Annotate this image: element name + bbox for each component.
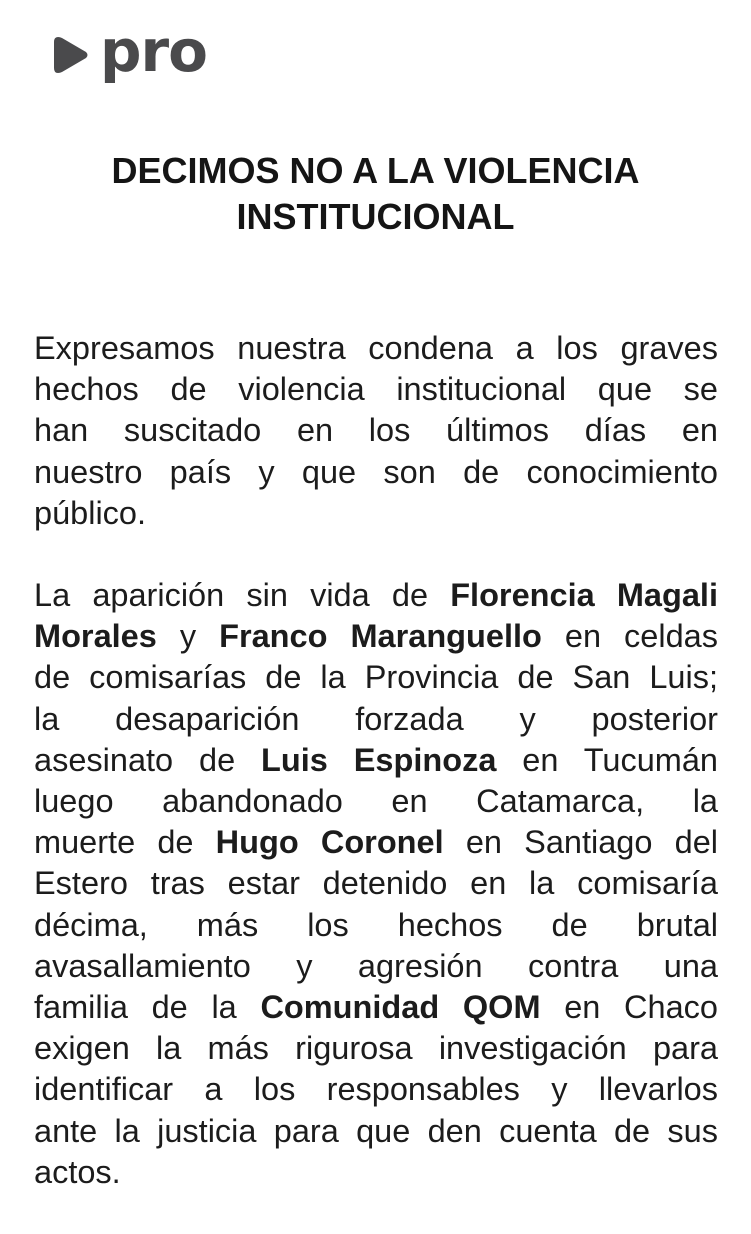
paragraph-1 [34, 328, 718, 534]
text-line [34, 740, 718, 781]
play-triangle-icon [52, 33, 90, 77]
text-line: de comisarías de la Provincia de San Luis; [34, 659, 718, 696]
text-line: luego abandonado en Catamarca, la [34, 783, 718, 820]
title-line-2: INSTITUCIONAL [236, 196, 515, 237]
title-line-1: DECIMOS NO A LA VIOLENCIA [111, 150, 640, 191]
text-run: en Tucumán [496, 741, 718, 778]
name-comunidad-qom: Comunidad QOM [260, 989, 541, 1026]
name-hugo-coronel: Hugo Coronel [215, 824, 444, 861]
text-line: Estero tras estar detenido en la comisaría [34, 865, 718, 902]
paragraph-2 [34, 575, 718, 1193]
pro-logo [52, 17, 207, 85]
text-line: exigen la más rigurosa investigación para [34, 1030, 718, 1067]
name-florencia-magali: Florencia Magali [450, 577, 718, 614]
name-luis-espinoza: Luis Espinoza [261, 741, 497, 778]
text-run: en celdas [541, 618, 718, 655]
text-run: en Chaco [540, 989, 718, 1026]
text-run: familia de la [34, 989, 261, 1026]
text-line [34, 616, 718, 657]
text-line: identificar a los responsables y llevarlos [34, 1071, 718, 1108]
text-run: muerte de [34, 824, 216, 861]
text-line [34, 822, 718, 863]
text-line [34, 575, 718, 616]
text-run: y [156, 618, 220, 655]
text-line: actos. [34, 1153, 121, 1190]
text-line: público. [34, 494, 147, 531]
logo-text: pro [100, 17, 207, 85]
text-line: avasallamiento y agresión contra una [34, 947, 718, 984]
text-run: asesinato de [34, 741, 262, 778]
name-morales: Morales [34, 618, 157, 655]
text-line [34, 987, 718, 1028]
text-line: ante la justicia para que den cuenta de sus [34, 1112, 718, 1149]
text-line: han suscitado en los últimos días en [34, 412, 718, 449]
text-line: Expresamos nuestra condena a los graves [34, 330, 718, 366]
text-line: décima, más los hechos de brutal [34, 906, 718, 943]
text-run: La aparición sin vida de [34, 577, 451, 614]
page-title [40, 148, 711, 240]
text-line: nuestro país y que son de conocimiento [34, 453, 718, 490]
text-line: hechos de violencia institucional que se [34, 371, 718, 408]
text-line: la desaparición forzada y posterior [34, 700, 718, 737]
text-run: en Santiago del [443, 824, 718, 861]
statement-body [34, 328, 718, 1234]
name-franco-maranguello: Franco Maranguello [219, 618, 542, 655]
